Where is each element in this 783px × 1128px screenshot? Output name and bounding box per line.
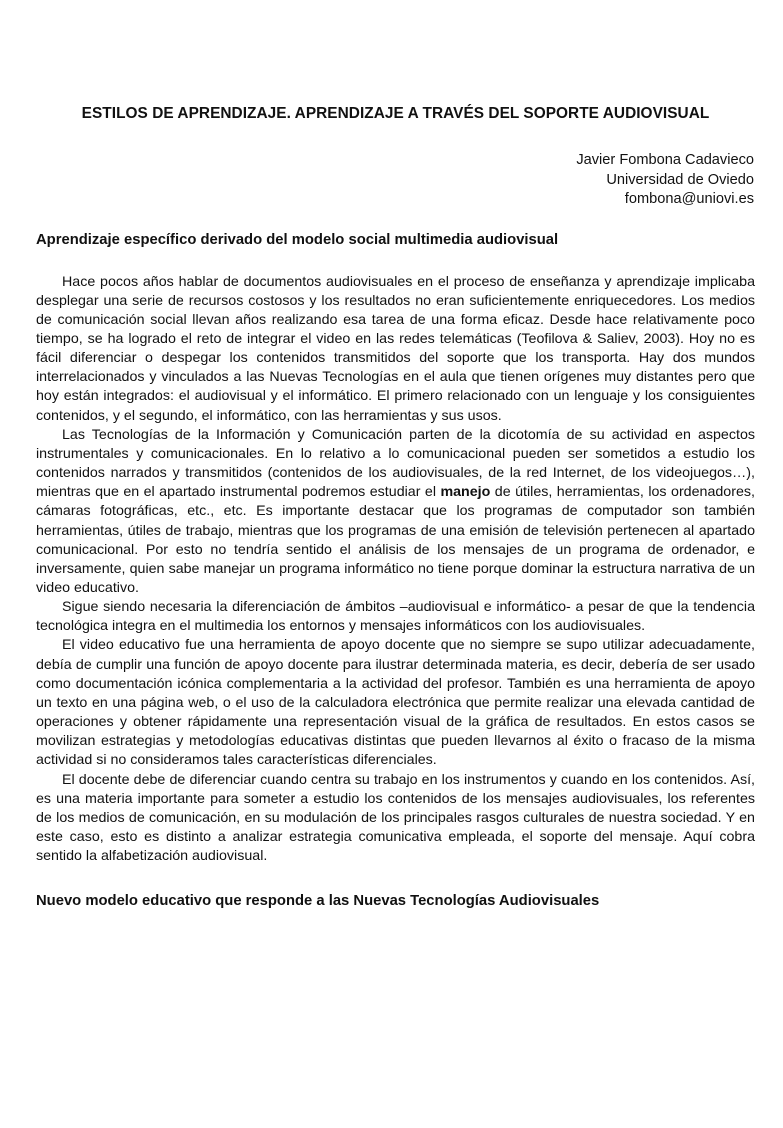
paragraph-3: Sigue siendo necesaria la diferenciación de ámbitos –audiovisual e informático- a pesar de que la tendencia tecnológica integra en el multimedia los entornos y mensajes informáticos con los audiovisuales. bbox=[36, 599, 755, 635]
document-title: ESTILOS DE APRENDIZAJE. APRENDIZAJE A TRAVÉS DEL SOPORTE AUDIOVISUAL bbox=[81, 105, 710, 122]
author-name: Javier Fombona Cadavieco bbox=[576, 152, 754, 168]
document-page bbox=[0, 104, 783, 1128]
paragraph-2-text-a: Las Tecnologías de la Información y Comunicación parten de la dicotomía de su actividad en aspectos instrumentales y comunicacionales. En lo relativo a lo comunicacional pueden ser sometidos a estudio los contenidos narrados y transmitidos (contenidos de los audiovisuales, de la red Internet, de los videojuegos…), mientras que en el apartado instrumental podremos estudiar el bbox=[36, 426, 755, 501]
section-heading-1: Aprendizaje específico derivado del modelo social multimedia audiovisual bbox=[36, 231, 559, 248]
paragraph-2-bold-term: manejo bbox=[440, 484, 491, 501]
author-email: fombona@uniovi.es bbox=[624, 191, 754, 207]
paragraph-4: El video educativo fue una herramienta de apoyo docente que no siempre se supo utilizar adecuadamente, debía de cumplir una función de apoyo docente para ilustrar determinada materia, es decir, debería de ser usado como documentación icónica complementaria a la actividad del profesor. También es una herramienta de apoyo un texto en una página web, o el uso de la calculadora electrónica que permite realizar una elevada cantidad de operaciones y obtener rápidamente una representación visual de la gráfica de resultados. En estos casos se movilizan estrategias y metodologías educativas distintas que pueden llevarnos al éxito o fracaso de la misma actividad si no consideramos tales características diferenciales. bbox=[36, 637, 755, 769]
section-heading-2: Nuevo modelo educativo que responde a las Nuevas Tecnologías Audiovisuales bbox=[36, 893, 600, 910]
paragraph-2 bbox=[36, 426, 755, 598]
paragraph-5: El docente debe de diferenciar cuando centra su trabajo en los instrumentos y cuando en los contenidos. Así, es una materia importante para someter a estudio los contenidos de los mensajes audiovisuales, los referentes de los medios de comunicación, en su modulación de los principales rasgos culturales de nuestra sociedad. Y en este caso, esto es distinto a analizar estrategia comunicativa empleada, el soporte del mensaje. Aquí cobra sentido la alfabetización audiovisual. bbox=[36, 771, 755, 865]
document-body bbox=[36, 273, 755, 867]
paragraph-2-text-b: de útiles, herramientas, los ordenadores, cámaras fotográficas, etc., etc. Es importante destacar que los programas de computador son también herramientas, útiles de trabajo, mientras que los programas de una emisión de televisión pertenecen al apartado comunicacional. Por esto no tendría sentido el análisis de los mensajes de un programa de ordenador, e inversamente, quien sabe manejar un programa informático no tiene porque dominar la estructura narrativa de un video educativo. bbox=[36, 484, 755, 596]
author-block bbox=[36, 151, 755, 210]
author-affiliation: Universidad de Oviedo bbox=[606, 171, 754, 188]
paragraph-1: Hace pocos años hablar de documentos audiovisuales en el proceso de enseñanza y aprendizaje implicaba desplegar una serie de recursos costosos y los resultados no eran suficientemente enriquecedores. Los medios de comunicación social llevan años realizando esa tarea de una forma eficaz. Desde hace relativamente poco tiempo, se ha logrado el reto de integrar el video en las redes telemáticas (Teofilova & Saliev, 2003). Hoy no es fácil diferenciar o despegar los contenidos transmitidos del soporte que los transporta. Hay dos mundos interrelacionados y vinculados a las Nuevas Tecnologías en el aula que tienen orígenes muy distantes pero que hoy están integrados: el audiovisual y el informático. El primero relacionado con un lenguaje y los consiguientes contenidos, y el segundo, el informático, con las herramientas y sus usos. bbox=[36, 273, 755, 424]
